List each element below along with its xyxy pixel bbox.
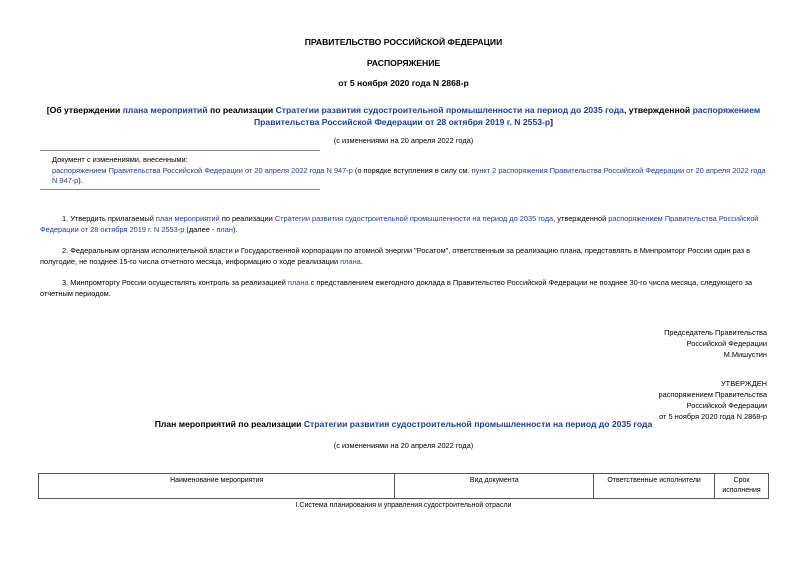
document-type: РАСПОРЯЖЕНИЕ — [366, 58, 441, 68]
p1-text-e: ). — [232, 225, 238, 234]
p1-text-a: 1. Утвердить прилагаемый — [62, 214, 156, 223]
plan-title-text: План мероприятий по реализации — [154, 419, 304, 429]
approved-heading: УТВЕРЖДЕН — [720, 379, 767, 388]
title-link-decree[interactable]: распоряжением Правительства Российской Федерации от 28 октября 2019 г. N 2553-р — [253, 105, 761, 127]
amendment-note: (с изменениями на 20 апреля 2022 года) — [333, 136, 474, 145]
p2-link-plan[interactable]: плана — [340, 257, 361, 266]
changes-block — [52, 155, 772, 187]
p3-link-plan[interactable]: плана — [287, 278, 309, 287]
title-text-3: , утвержденной — [623, 105, 693, 115]
divider-top — [40, 150, 320, 151]
header-activity: Наименование мероприятия — [39, 474, 395, 499]
header-executors: Ответственные исполнители — [594, 474, 715, 499]
p2-text-b: . — [360, 257, 363, 266]
changes-heading: Документ с изменениями, внесенными: — [52, 155, 188, 164]
p1-text-d: (далее - — [184, 225, 217, 234]
approved-date: от 5 ноября 2020 года N 2868-р — [659, 412, 767, 421]
approved-by: распоряжением Правительства — [658, 390, 767, 399]
p1-link-strategy[interactable]: Стратегии развития судостроительной промышленности на период до 2035 года — [274, 214, 554, 223]
section-title: I.Система планирования и управления судостроительной отрасли — [295, 502, 512, 509]
header-doc-type: Вид документа — [395, 474, 594, 499]
p1-text-b: по реализации — [219, 214, 275, 223]
signature-block — [664, 327, 767, 360]
p3-text-a: 3. Минпромторгу России осуществлять контроль за реализацией — [62, 278, 288, 287]
title-text-1: [Об утверждении — [46, 105, 123, 115]
changes-end: ). — [78, 176, 83, 185]
plan-title-link-strategy[interactable]: Стратегии развития судостроительной промышленности на период до 2035 года — [303, 419, 653, 429]
approved-country: Российской Федерации — [686, 401, 767, 410]
p1-link-decree[interactable]: распоряжением Правительства Российской Федерации от 28 октября 2019 г. N 2553-р — [40, 214, 759, 234]
table-header-row — [39, 474, 769, 499]
title-text-4: ] — [550, 117, 553, 127]
paragraph-1 — [40, 213, 770, 235]
signature-name: М.Мишустин — [723, 350, 767, 359]
changes-link-decree[interactable]: распоряжением Правительства Российской Федерации от 20 апреля 2022 года N 947-р — [52, 165, 353, 175]
approved-block — [658, 378, 767, 422]
plan-title — [0, 419, 807, 429]
signature-position: Председатель Правительства — [664, 328, 767, 337]
p1-link-plan[interactable]: план мероприятий — [155, 214, 220, 223]
paragraph-2 — [40, 245, 770, 267]
signature-country: Российской Федерации — [686, 339, 767, 348]
changes-list — [52, 166, 772, 187]
title-link-strategy[interactable]: Стратегии развития судостроительной промышленности на период до 2035 года — [275, 105, 624, 115]
header-deadline: Срок исполнения — [715, 474, 769, 499]
paragraph-3 — [40, 277, 770, 299]
changes-mid: (о порядке вступления в силу см. — [352, 165, 472, 175]
table-section-row — [39, 499, 769, 514]
divider-bottom — [40, 189, 320, 190]
title-text-2: по реализации — [207, 105, 276, 115]
p1-link-plan-short[interactable]: план — [216, 225, 233, 234]
document-title — [0, 104, 807, 128]
p1-text-c: , утвержденной — [553, 214, 609, 223]
p2-text-a: 2. Федеральным органам исполнительной власти и Государственной корпорации по атомной энергии "Росатом", ответственным за реализацию плана, представлять в Минпромторг России один раз в полугодие, не позднее 15-го числа отчетного месяца, информацию о ходе реализации — [40, 246, 751, 266]
plan-table — [38, 473, 769, 513]
government-name: ПРАВИТЕЛЬСТВО РОССИЙСКОЙ ФЕДЕРАЦИИ — [304, 37, 503, 47]
plan-amendment-note: (с изменениями на 20 апреля 2022 года) — [333, 441, 474, 450]
p3-text-b: с представлением ежегодного доклада в Правительство Российской Федерации не позднее 30-го числа месяца, следующего за отчетным периодом. — [40, 278, 753, 298]
changes-link-point[interactable]: пункт 2 распоряжения Правительства Российской Федерации от 20 апреля 2022 года N 947-р — [52, 165, 766, 185]
document-date: от 5 ноября 2020 года N 2868-р — [338, 78, 469, 88]
title-link-plan[interactable]: плана мероприятий — [122, 105, 208, 115]
